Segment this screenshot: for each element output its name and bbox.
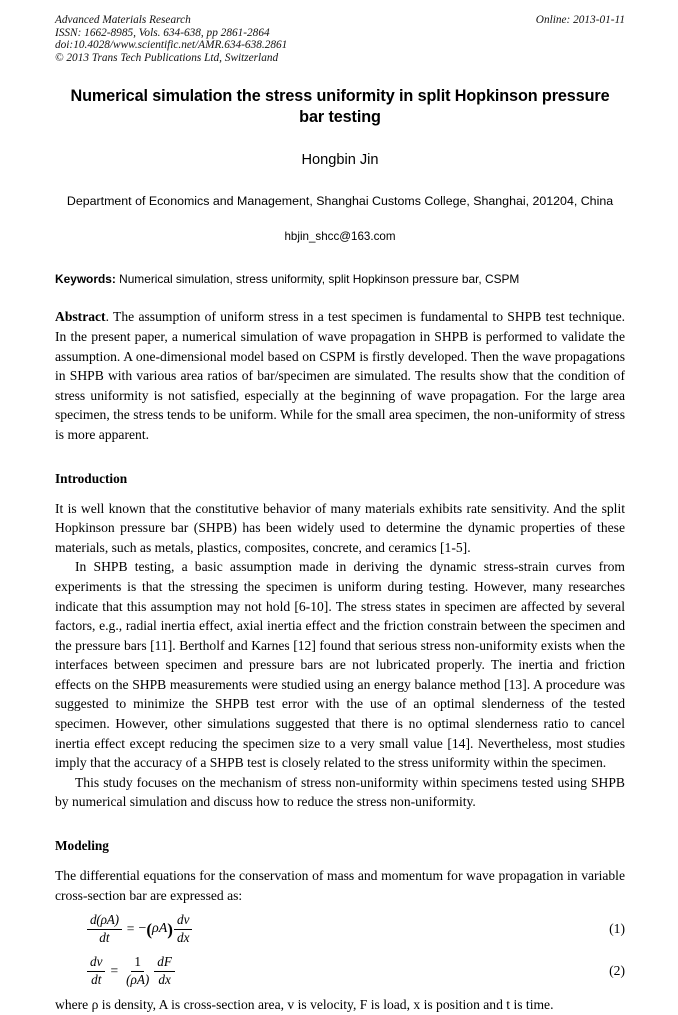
fraction	[87, 913, 122, 945]
keywords-value: Numerical simulation, stress uniformity, split Hopkinson pressure bar, CSPM	[115, 272, 520, 287]
keywords-line	[55, 272, 625, 286]
fraction	[123, 955, 152, 987]
author-email: hbjin_shcc@163.com	[284, 230, 396, 244]
fraction-denominator: dx	[158, 971, 171, 987]
fraction	[154, 955, 175, 987]
negated-group	[138, 921, 173, 938]
copyright-line: © 2013 Trans Tech Publications Ltd, Switzerland	[55, 51, 279, 64]
keywords-label: Keywords:	[55, 272, 116, 287]
equation-legend-text: where ρ is density, A is cross-section area, v is velocity, F is load, x is position and t is time.	[55, 997, 554, 1013]
journal-header	[55, 14, 625, 64]
issn-line: ISSN: 1662-8985, Vols. 634-638, pp 2861-2864	[55, 26, 270, 39]
fraction-numerator: dF	[154, 955, 175, 971]
online-date: Online: 2013-01-11	[535, 14, 625, 26]
author-name: Hongbin Jin	[301, 152, 379, 169]
equals-sign: =	[110, 963, 119, 979]
equation-legend	[55, 995, 625, 1015]
abstract-text: . The assumption of uniform stress in a test specimen is fundamental to SHPB test technique. In the present paper, a numerical simulation of wave propagation in SHPB is performed to validate the assumption. A one-dimensional model based on CSPM is firstly developed. Then the wave propagations in SHPB with various area ratios of bar/specimen are simulated. The results show that the condition of stress uniformity is not satisfied, especially at the beginning of wave propagation. For the large area specimen, the stress tends to be uniform. While for the small area specimen, the non-uniformity of stress is more apparent.	[55, 309, 625, 442]
fraction-numerator: dv	[174, 913, 192, 929]
fraction-denominator: dt	[91, 971, 102, 987]
journal-name: Advanced Materials Research	[55, 14, 191, 26]
minus-sign: −	[138, 921, 147, 937]
left-paren: (	[146, 920, 153, 940]
fraction-numerator: 1	[131, 955, 144, 971]
equals-sign: =	[126, 921, 135, 937]
equation-number: (1)	[609, 921, 625, 937]
equation-2-body	[86, 954, 625, 988]
paragraph: This study focuses on the mechanism of stress non-uniformity within specimens tested using SHPB by numerical simulation and discuss how to reduce the stress non-uniformity.	[55, 774, 625, 810]
equation-number: (2)	[609, 963, 625, 979]
fraction-numerator: dv	[87, 955, 105, 971]
section-body-introduction	[55, 499, 625, 813]
equation-1-body	[86, 912, 625, 946]
abstract-block	[55, 307, 625, 444]
paragraph: The differential equations for the conservation of mass and momentum for wave propagation in variable cross-section bar are expressed as:	[55, 868, 625, 903]
fraction-denominator: dx	[176, 929, 190, 945]
fraction	[174, 913, 192, 945]
fraction-numerator: d(ρA)	[87, 913, 122, 929]
section-body-modeling	[55, 866, 625, 905]
fraction-denominator: (ρA)	[126, 971, 150, 987]
author-affiliation: Department of Economics and Management, Shanghai Customs College, Shanghai, 201204, China	[66, 194, 614, 209]
right-paren: )	[167, 920, 173, 940]
fraction	[87, 955, 105, 987]
section-heading-introduction: Introduction	[55, 470, 128, 486]
equation-2	[55, 954, 625, 988]
abstract-label: Abstract	[55, 309, 106, 325]
group-content: ρA	[152, 921, 168, 937]
doi-line: doi:10.4028/www.scientific.net/AMR.634-638.2861	[55, 39, 288, 52]
paragraph: In SHPB testing, a basic assumption made in deriving the dynamic stress-strain curves from experiments is that the stressing the specimen is uniform during testing. However, many researches indicate that this assumption may not hold [6-10]. The stress states in specimen are affected by several factors, e.g., radial inertia effect, axial inertia effect and the friction constrain between the specimen and the pressure bars [11]. Bertholf and Karnes [12] found that serious stress non-uniformity exists when the interfaces between specimen and pressure bars are not lubricated properly. The inertia and friction effects on the SHPB measurements were studied using an energy balance method [13]. A procedure was suggested to minimize the SHPB test error with the use of an optimal slenderness of the tested specimen. However, other simulations suggested that there is no optimal slenderness ratio to cancel inertia effect except reducing the specimen size to a very small value [14]. Nevertheless, most studies imply that the accuracy of a SHPB test is closely related to the stress uniformity within the specimen.	[55, 559, 625, 771]
section-heading-modeling: Modeling	[55, 838, 109, 854]
paragraph: It is well known that the constitutive behavior of many materials exhibits rate sensitivity. And the split Hopkinson pressure bar (SHPB) has been widely used to determine the dynamic properties of these materials, such as metals, plastics, composites, concrete, and ceramics [1-5].	[55, 500, 625, 555]
fraction-denominator: dt	[99, 929, 110, 945]
page-title: Numerical simulation the stress uniformity in split Hopkinson pressure bar testing	[70, 87, 610, 126]
equation-1	[55, 912, 625, 946]
